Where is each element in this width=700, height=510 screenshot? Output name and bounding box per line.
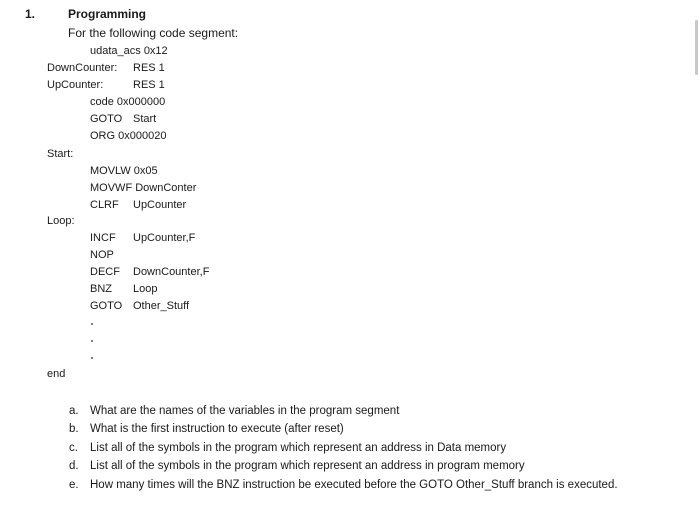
- question-text: List all of the symbols in the program which represent an address in program memory: [90, 460, 525, 472]
- clrf-op: CLRF: [90, 199, 119, 211]
- label-end: end: [47, 368, 66, 380]
- code-line-code: code 0x000000: [90, 96, 166, 108]
- question-letter: d.: [69, 460, 79, 472]
- incf-op: INCF: [90, 232, 116, 244]
- scrollbar-thumb[interactable]: [695, 20, 698, 75]
- code-line-movlw: MOVLW 0x05: [90, 165, 158, 177]
- question-text: What is the first instruction to execute (after reset): [90, 423, 344, 435]
- label-start: Start:: [47, 148, 74, 160]
- ellipsis-dot: [91, 340, 93, 342]
- bnz-arg: Loop: [133, 283, 158, 295]
- question-text: How many times will the BNZ instruction be executed before the GOTO Other_Stuff branch is executed.: [90, 479, 618, 491]
- problem-number: 1.: [25, 7, 36, 21]
- decf-op: DECF: [90, 266, 120, 278]
- code-line-udata: udata_acs 0x12: [90, 45, 168, 57]
- label-loop: Loop:: [47, 215, 75, 227]
- question-letter: a.: [69, 405, 79, 417]
- ellipsis-dot: [91, 323, 93, 325]
- question-text: List all of the symbols in the program which represent an address in Data memory: [90, 442, 507, 454]
- clrf-arg: UpCounter: [133, 199, 187, 211]
- goto-start-op: GOTO: [90, 113, 123, 125]
- ellipsis-dot: [91, 357, 93, 359]
- label-upcounter: UpCounter:: [47, 79, 104, 91]
- code-line-org: ORG 0x000020: [90, 130, 167, 142]
- code-line-movwf: MOVWF DownConter: [90, 182, 197, 194]
- incf-arg: UpCounter,F: [133, 232, 196, 244]
- goto-other-arg: Other_Stuff: [133, 300, 190, 312]
- decf-arg: DownCounter,F: [133, 266, 210, 278]
- goto-other-op: GOTO: [90, 300, 123, 312]
- question-letter: e.: [69, 479, 79, 491]
- question-letter: c.: [69, 442, 78, 454]
- upcounter-operand: RES 1: [133, 79, 165, 91]
- bnz-op: BNZ: [90, 283, 112, 295]
- problem-title: Programming: [68, 7, 147, 21]
- problem-intro: For the following code segment:: [68, 26, 239, 40]
- question-letter: b.: [69, 423, 79, 435]
- goto-start-arg: Start: [133, 113, 157, 125]
- question-text: What are the names of the variables in the program segment: [90, 405, 400, 417]
- label-downcounter: DownCounter:: [47, 62, 118, 74]
- code-line-nop: NOP: [90, 249, 114, 261]
- downcounter-operand: RES 1: [133, 62, 165, 74]
